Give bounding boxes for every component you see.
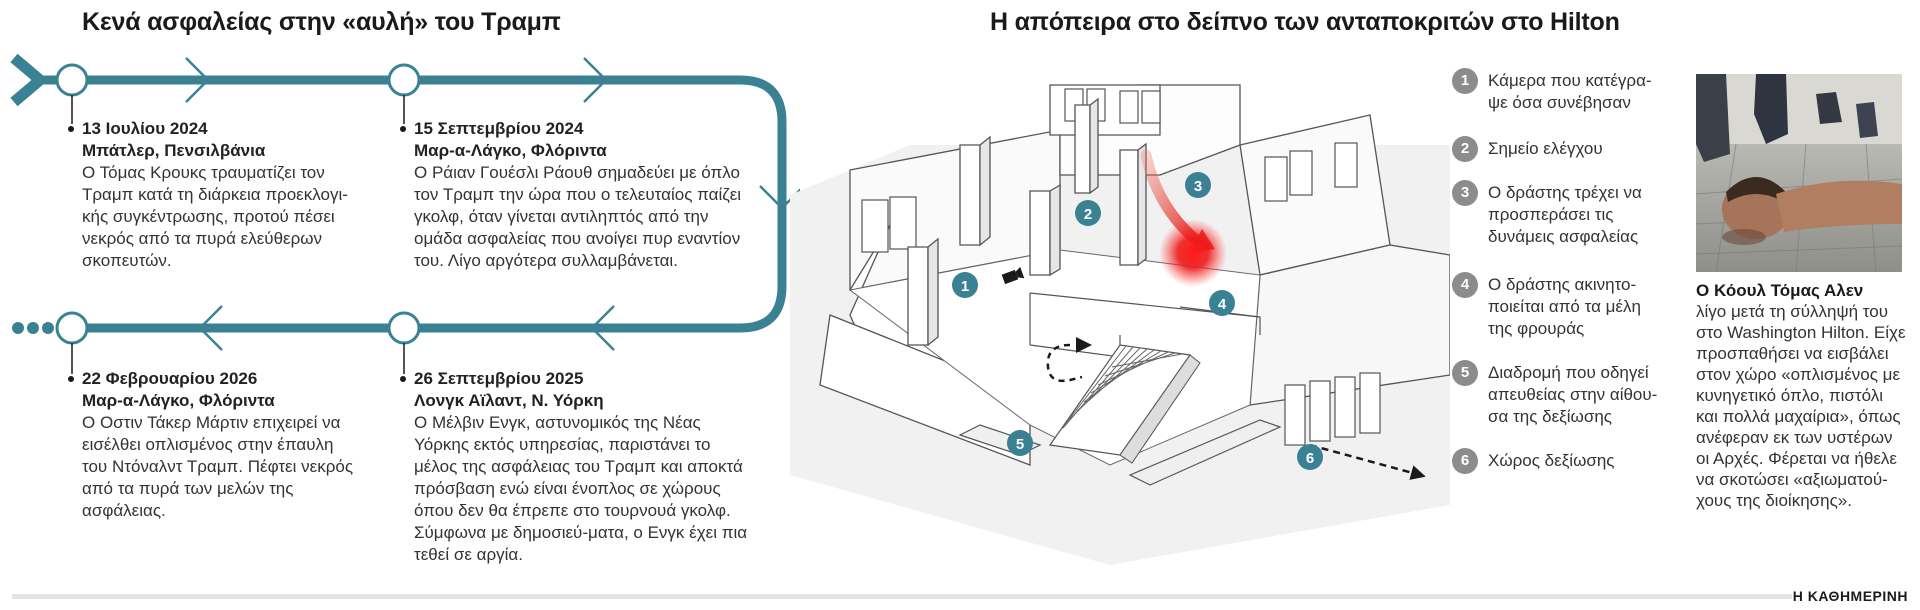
timeline-event-2 [414,118,744,272]
diagram-title: Η απόπειρα στο δείπνο των ανταποκριτών στο Hilton [990,8,1620,36]
bullet-icon [400,376,406,382]
bullet-icon [68,126,74,132]
timeline-title: Κενά ασφαλείας στην «αυλή» του Τραμπ [82,8,561,36]
event-date: 22 Φεβρουαρίου 2026 [82,368,362,390]
timeline-node-2 [389,65,419,95]
diagram-badge-2 [1075,200,1101,226]
event-date: 13 Ιουλίου 2024 [82,118,352,140]
legend-number-badge: 5 [1452,360,1478,386]
event-date: 26 Σεπτεμβρίου 2025 [414,368,754,390]
event-date: 15 Σεπτεμβρίου 2024 [414,118,744,140]
svg-text:3: 3 [1193,178,1203,195]
timeline-event-1 [82,118,352,272]
event-place: Λονγκ Αϊλαντ, Ν. Υόρκη [414,391,604,410]
diagram-badge-4 [1209,290,1235,316]
event-description: Ο Μέλβιν Ενγκ, αστυνομικός της Νέας Υόρκης εκτός υπηρεσίας, παριστάνει το μέλος της ασφάλειας του Τραμπ και αποκτά πρόσβαση ενώ είναι ένοπλος σε χώρους όπου δεν θα έπρεπε στο τουρνουά γκολφ. Σύμφωνα με δημοσιεύ-ματα, ο Ενγκ έχει πια τεθεί σε αργία. [414,413,748,564]
diagram-badge-6 [1297,444,1323,470]
diagram-badge-1 [952,272,978,298]
timeline-node-1 [57,65,87,95]
diagram-badge-5 [1007,430,1033,456]
legend-item-5 [1452,362,1668,428]
svg-text:5: 5 [1015,436,1025,453]
legend-text: Σημείο ελέγχου [1488,139,1603,158]
event-description: Ο Τόμας Κρουκς τραυματίζει τον Τραμπ κατά τη διάρκεια προεκλογι-κής συγκέντρωσης, προτού πέσει νεκρός από τα πυρά ελεύθερων σκοπευτών. [82,163,348,270]
legend-number-badge: 3 [1452,180,1478,206]
timeline-event-4 [414,368,754,566]
legend-text: Κάμερα που κατέγρα-ψε όσα συνέβησαν [1488,71,1652,112]
svg-text:2: 2 [1083,206,1093,223]
svg-text:1: 1 [960,278,970,295]
timeline-start-chevron [14,58,40,102]
svg-text:6: 6 [1305,450,1315,467]
bullet-icon [68,376,74,382]
legend-item-1 [1452,70,1668,114]
legend-item-4 [1452,274,1668,340]
legend-item-3 [1452,182,1668,248]
legend-text: Διαδρομή που οδηγεί απευθείας στην αίθου-σα της δεξίωσης [1488,363,1658,426]
arrest-location-marker [1159,219,1227,287]
event-description: Ο Ράιαν Γουέσλι Ράουθ σημαδεύει με όπλο τον Τραμπ την ώρα που ο τελευταίος παίζει γκολφ, όταν γίνεται αντιληπτός από την ομάδα ασφαλείας που ανοίγει πυρ εναντίον του. Λίγο αργότερα συλλαμβάνεται. [414,163,742,270]
legend-text: Ο δράστης ακινητο-ποιείται από τα μέλη της φρουράς [1488,275,1641,338]
source-credit: Η ΚΑΘΗΜΕΡΙΝΗ [1792,588,1908,604]
legend-number-badge: 1 [1452,68,1478,94]
timeline-node-3 [57,313,87,343]
timeline-node-4 [389,313,419,343]
legend-item-2 [1452,138,1668,162]
caption-name: Ο Κόουλ Τόμας Αλεν [1696,281,1864,300]
legend-item-6 [1452,450,1668,474]
event-description: Ο Οστιν Τάκερ Μάρτιν επιχειρεί να εισέλθει οπλισμένος στην έπαυλη του Ντόναλντ Τραμπ. Πέφτει νεκρός από τα πυρά των μελών της ασφάλειας. [82,413,354,520]
diagram-badge-3 [1185,172,1211,198]
legend-number-badge: 2 [1452,136,1478,162]
suspect-arrest-photo [1696,74,1902,272]
bottom-divider [12,594,1792,599]
event-place: Μπάτλερ, Πενσιλβάνια [82,141,266,160]
event-place: Μαρ-α-Λάγκο, Φλόριντα [414,141,607,160]
legend-number-badge: 4 [1452,272,1478,298]
timeline-end-dots [12,322,54,334]
legend-number-badge: 6 [1452,448,1478,474]
photo-caption [1696,280,1908,511]
caption-text: λίγο μετά τη σύλληψή του στο Washington Hilton. Είχε προσπαθήσει να εισβάλει στον χώρο «οπλισμένος με κυνηγετικό όπλο, πιστόλι και πολλά μαχαίρια», όπως ανέφεραν εκ των υστέρων οι Αρχές. Φέρεται να ήθελε να σκοτώσει «αξιωματού-χους της διοίκησης». [1696,302,1906,510]
hilton-floorplan-diagram [790,45,1450,565]
legend-text: Ο δράστης τρέχει να προσπεράσει τις δυνάμεις ασφαλείας [1488,183,1642,246]
event-place: Μαρ-α-Λάγκο, Φλόριντα [82,391,275,410]
timeline-event-3 [82,368,362,522]
svg-text:4: 4 [1217,296,1227,313]
legend-text: Χώρος δεξίωσης [1488,451,1615,470]
bullet-icon [400,126,406,132]
